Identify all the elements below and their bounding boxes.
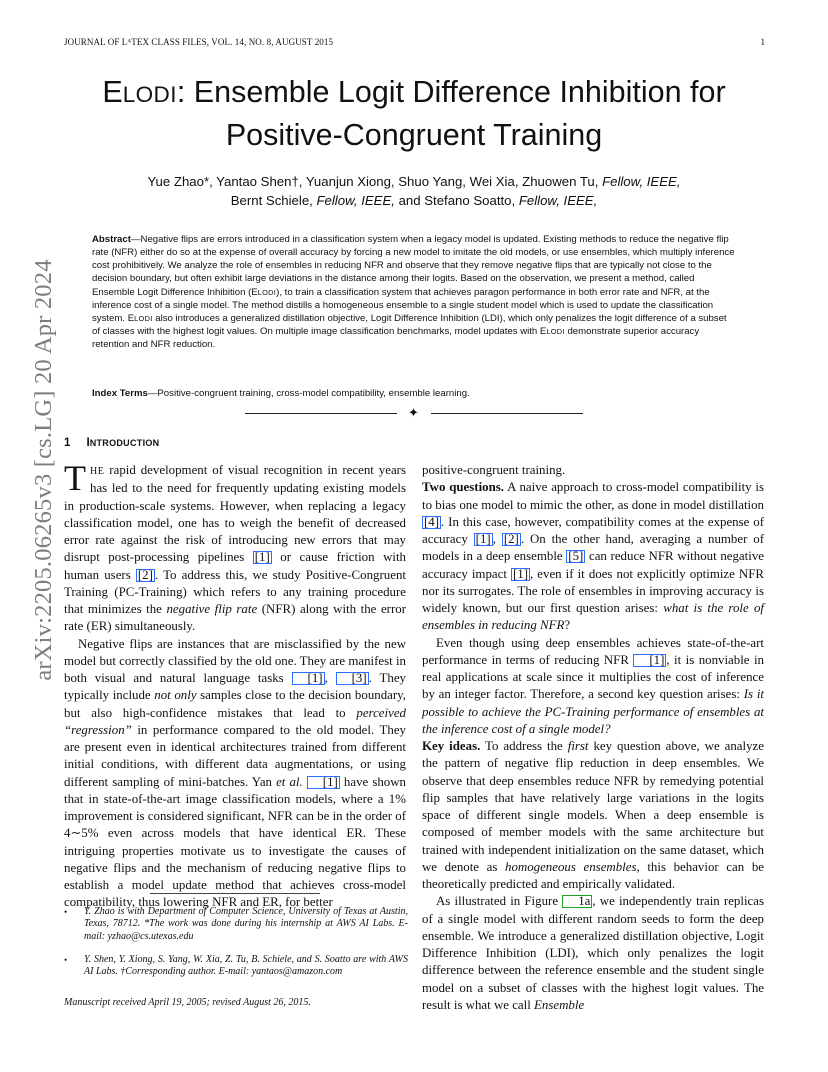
dropcap-smallcaps: HE	[90, 466, 105, 477]
authors-line2-cont: and Stefano Soatto,	[394, 193, 519, 208]
paragraph: Two questions. A naive approach to cross-model compatibility is to bias one model to mimic the other, as done in model distillation [4] . In this case, however, compatibility comes at the expense of accuracy [1] , [2] . On the other hand, averaging a number of models in a deep ensemble [5] can reduce NFR without negative accuracy impact [1] , even if it does not explicitly optimize NFR nor its surrogates. The role of ensembles in improving accuracy is widely known, but our first question arises: what is the role of ensembles in reducing NFR?	[422, 480, 765, 633]
paper-title	[60, 72, 768, 155]
running-head: JOURNAL OF LᴬTEX CLASS FILES, VOL. 14, NO. 8, AUGUST 2015	[64, 37, 334, 47]
citation-link[interactable]: [1]	[475, 532, 491, 546]
paragraph: Key ideas. To address the first key question above, we analyze the pattern of negative flip reduction in deep ensembles. We observe that deep ensembles reduce NFR by remedying potential flip samples that have relatively large variations in the logits space of different single models. When a deep ensemble is composed of member models with the same architecture but trained with independent initialization on the same dataset, which we denote as homogeneous ensembles, this behavior can be theoretically predicted and empirically validated.	[422, 739, 764, 891]
abstract-acronym: LODI	[134, 313, 153, 323]
bullet-icon: •	[64, 955, 68, 965]
manuscript-note: Manuscript received April 19, 2005; revised August 26, 2015.	[64, 997, 311, 1008]
separator-rule-right	[431, 413, 583, 414]
bullet-icon: •	[64, 907, 68, 917]
dropcap: T	[64, 458, 86, 498]
arxiv-identifier-stamp: arXiv:2205.06265v3 [cs.LG] 20 Apr 2024	[30, 259, 57, 681]
section-heading	[64, 436, 159, 449]
section-number: 1	[64, 436, 71, 449]
citation-link[interactable]: [5]	[568, 549, 584, 564]
authors-line2: Bernt Schiele,	[230, 193, 317, 208]
index-terms	[92, 387, 736, 400]
footnote-rule	[150, 893, 320, 894]
paragraph-lead: Two questions.	[422, 480, 504, 495]
left-column	[64, 458, 407, 912]
index-terms-text: —Positive-congruent training, cross-model compatibility, ensemble learning.	[147, 388, 470, 399]
author-list	[60, 172, 768, 210]
title-acronym-smallcaps: LODI	[122, 82, 177, 107]
section-title-smallcaps: NTRODUCTION	[89, 438, 160, 448]
footnote	[64, 906, 408, 943]
citation-link[interactable]: [1]	[254, 550, 270, 565]
paragraph: Negative flips are instances that are misclassified by the new model but correctly classified by the old one. They are manifest in both visual and natural language tasks [1] , [3] . They typically include not only samples close to the decision boundary, but also high-confidence mistakes that lead to perceived “regression” in performance compared to the old model. They are present even in identical architectures trained from different initial conditions, with different data augmentations, or using different sampling of mini-batches. Yan et al. [1] have shown that in state-of-the-art image classification models, where a 1% improvement is considered significant, NFR can be in the order of 4∼5% even across models that have identical ER. These intriguing properties motivate us to investigate the causes of negative flips and the mechanism of reducing negative flips to establish a model update method that achieves cross-model compatibility, thus lowering NFR and ER, for better	[64, 636, 407, 910]
index-terms-label: Index Terms	[92, 388, 148, 399]
abstract-acronym: LODI	[546, 327, 565, 337]
footnote-text: Y. Shen, Y. Xiong, S. Yang, W. Xia, Z. Tu, B. Schiele, and S. Soatto are with AWS AI Labs. †Corresponding author. E-mail: yantaos@amazon.com	[84, 954, 408, 978]
paragraph: As illustrated in Figure 1a , we independently train replicas of a single model with different random seeds to form the deep ensemble. We introduce a generalized distillation objective, Logit Difference Inhibition (LDI), which only penalizes the logit difference between the reference ensemble and the student single model on a subset of classes with the highest logit values. The result is what we call Ensemble	[422, 894, 764, 1012]
title-acronym-initial: E	[102, 75, 123, 109]
separator-rule-left	[245, 413, 397, 414]
author-fellow-tag: Fellow, IEEE,	[602, 174, 681, 189]
right-column	[422, 462, 764, 1014]
paragraph: positive-congruent training.	[422, 463, 566, 477]
footnote-text: Y. Zhao is with Department of Computer Science, University of Texas at Austin, Texas, 78712. *The work was done during his internship at AWS AI Labs. E-mail: yzhao@cs.utexas.edu	[84, 906, 408, 942]
citation-link[interactable]: [2]	[503, 532, 519, 546]
author-fellow-tag: Fellow, IEEE,	[316, 193, 395, 208]
citation-link[interactable]: [2]	[137, 567, 153, 582]
section-separator	[245, 406, 583, 422]
abstract	[92, 233, 736, 351]
abstract-text: demonstrate superior accuracy retention and NFR reduction.	[92, 326, 700, 351]
abstract-label: Abstract	[92, 234, 131, 245]
page-number: 1	[760, 37, 765, 47]
citation-link[interactable]: [1]	[512, 566, 529, 581]
section-title-initial: I	[86, 436, 90, 449]
authors-line1: Yue Zhao*, Yantao Shen†, Yuanjun Xiong, Shuo Yang, Wei Xia, Zhuowen Tu,	[147, 174, 603, 189]
citation-link[interactable]: [1]	[292, 672, 325, 685]
citation-link[interactable]: [1]	[307, 776, 340, 789]
citation-link[interactable]: [4]	[424, 514, 440, 529]
abstract-text: —Negative flips are errors introduced in a classification system when a legacy model is updated. Existing methods to reduce the negative flip rate (NFR) either do so at the expense of overall accuracy by forcing a new model to imitate the old models, or use ensembles, which multiply inference cost prohibitively. We analyze the role of ensembles in reducing NFR and observe that they remove negative flips that are typically not close to the decision boundary, but often exhibit large deviations in the distance among their logits. Based on the observation, we present a method, called Ensemble Logit Difference Inhibition (E	[92, 234, 735, 298]
title-line1: : Ensemble Logit Difference Inhibition for	[176, 75, 726, 109]
abstract-acronym: LODI	[257, 287, 277, 297]
citation-link[interactable]: [3]	[336, 672, 369, 685]
abstract-text: also introduces a generalized distillation objective, Logit Difference Inhibition (LDI), which only penalizes the logit difference of a subset of classes with the highest logit values. On multiple image classification benchmarks, model updates with E	[92, 312, 727, 338]
author-fellow-tag: Fellow, IEEE,	[518, 193, 598, 208]
separator-diamond-icon: ✦	[408, 405, 419, 420]
paragraph: Even though using deep ensembles achieves state-of-the-art performance in terms of reducing NFR [1] , it is nonviable in real applications at scale since it multiplies the cost of inference by an integer factor. Therefore, a second key question arises: Is it possible to achieve the PC-Training performance of ensembles at the inference cost of a single model?	[422, 635, 764, 736]
title-line2: Positive-Congruent Training	[225, 118, 603, 152]
figure-reference-link[interactable]: 1a	[562, 895, 592, 908]
abstract-text: ), to train a classification system that achieves paragon performance in both error rate and NFR, at the inference cost of a single model. The method distills a homogeneous ensemble to a single student model which is used to update the classification system. E	[92, 286, 714, 324]
citation-link[interactable]: [1]	[633, 654, 666, 667]
paragraph: THE rapid development of visual recognition in recent years has led to the need for frequently updating existing models in production-scale systems. However, when replacing a legacy classification model, one has to weigh the benefit of decreased error rate against the risk of introducing new errors that may disrupt post-processing pipelines [1] or cause friction with human users [2] . To address this, we study Positive-Congruent Training (PC-Training) which refers to any training procedure that minimizes the negative flip rate (NFR) along with the error rate (ER) simultaneously.	[64, 458, 406, 634]
paragraph-lead: Key ideas.	[422, 739, 481, 753]
footnote	[64, 954, 408, 979]
